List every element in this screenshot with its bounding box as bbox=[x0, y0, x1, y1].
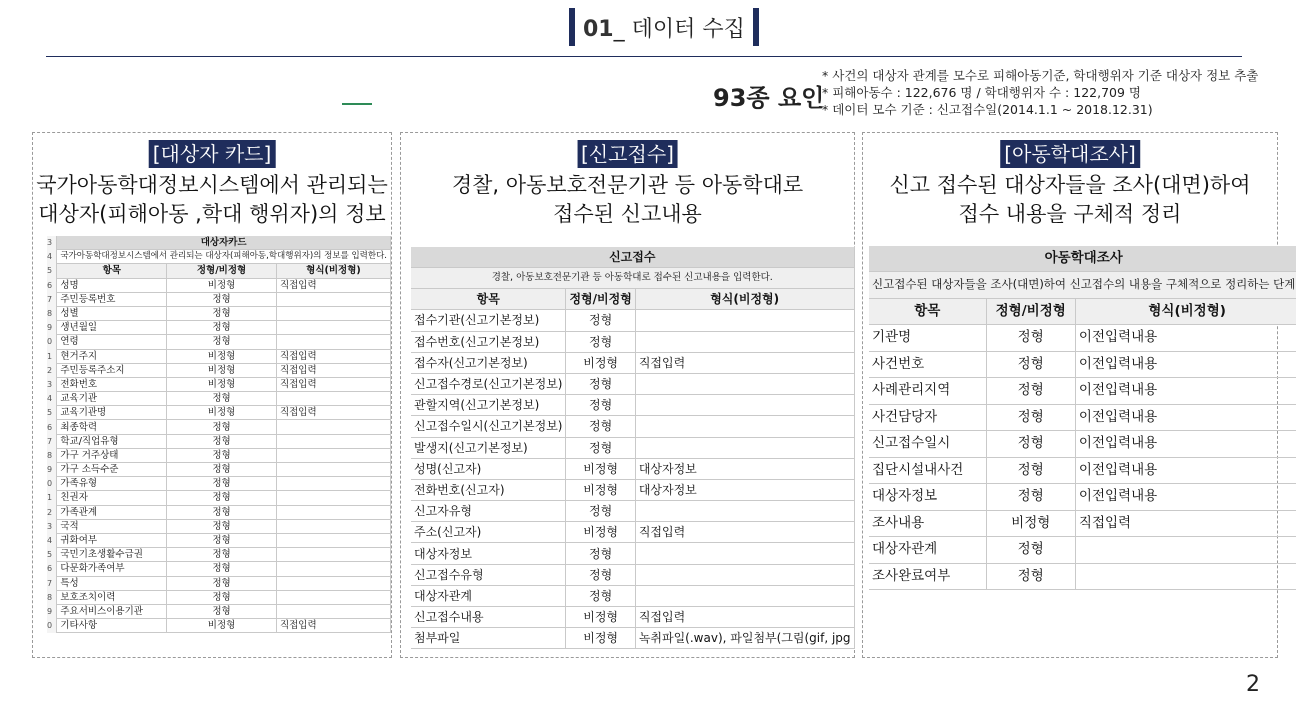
table-row bbox=[47, 519, 391, 533]
row-number: 0 bbox=[47, 335, 57, 349]
item-cell: 친권자 bbox=[57, 491, 167, 505]
item-cell: 보호조치이력 bbox=[57, 590, 167, 604]
format-cell bbox=[276, 562, 390, 576]
panel-report-intake bbox=[400, 132, 855, 658]
table-row bbox=[411, 458, 854, 479]
type-cell: 비정형 bbox=[167, 619, 277, 633]
format-cell bbox=[635, 310, 854, 331]
format-cell bbox=[635, 331, 854, 352]
format-cell: 직접입력 bbox=[635, 352, 854, 373]
type-cell: 비정형 bbox=[167, 278, 277, 292]
item-cell: 관할지역(신고기본정보) bbox=[411, 395, 566, 416]
row-number: 7 bbox=[47, 292, 57, 306]
row-number: 3 bbox=[47, 377, 57, 391]
item-cell: 귀화여부 bbox=[57, 533, 167, 547]
row-number: 2 bbox=[47, 505, 57, 519]
row-number: 4 bbox=[47, 533, 57, 547]
table-row bbox=[47, 406, 391, 420]
description-line: 신고 접수된 대상자들을 조사(대면)하여 bbox=[889, 173, 1251, 197]
item-cell: 가구 거주상태 bbox=[57, 448, 167, 462]
table-row bbox=[869, 404, 1296, 431]
row-number: 0 bbox=[47, 619, 57, 633]
type-cell: 정형 bbox=[566, 564, 635, 585]
row-number: 2 bbox=[47, 363, 57, 377]
factor-count: 93종 요인 bbox=[713, 84, 825, 112]
type-cell: 정형 bbox=[566, 331, 635, 352]
column-header: 항목 bbox=[57, 264, 167, 278]
table-row bbox=[411, 522, 854, 543]
table-subtitle: 경찰, 아동보호전문기관 등 아동학대로 접수된 신고내용을 입력한다. bbox=[411, 268, 854, 289]
table-row bbox=[869, 325, 1296, 352]
item-cell: 신고접수일시(신고기본정보) bbox=[411, 416, 566, 437]
panel-badge: [신고접수] bbox=[577, 140, 678, 168]
type-cell: 정형 bbox=[566, 416, 635, 437]
table-row bbox=[47, 335, 391, 349]
type-cell: 비정형 bbox=[167, 377, 277, 391]
row-number: 3 bbox=[47, 519, 57, 533]
table-row bbox=[411, 352, 854, 373]
row-number: 6 bbox=[47, 562, 57, 576]
item-cell: 대상자정보 bbox=[411, 543, 566, 564]
item-cell: 접수자(신고기본정보) bbox=[411, 352, 566, 373]
row-number: 9 bbox=[47, 463, 57, 477]
format-cell: 이전입력내용 bbox=[1075, 457, 1296, 484]
row-number: 5 bbox=[47, 406, 57, 420]
table-row bbox=[47, 548, 391, 562]
table-title: 아동학대조사 bbox=[869, 246, 1296, 272]
table-subtitle-row bbox=[411, 268, 854, 289]
slide-title bbox=[569, 8, 759, 46]
table-row bbox=[47, 477, 391, 491]
table-header-row bbox=[411, 289, 854, 310]
type-cell: 정형 bbox=[167, 477, 277, 491]
item-cell: 최종학력 bbox=[57, 420, 167, 434]
type-cell: 비정형 bbox=[566, 522, 635, 543]
type-cell: 정형 bbox=[986, 484, 1075, 511]
table-row bbox=[47, 292, 391, 306]
type-cell: 정형 bbox=[167, 533, 277, 547]
item-cell: 신고접수내용 bbox=[411, 607, 566, 628]
format-cell bbox=[276, 491, 390, 505]
table-row bbox=[47, 392, 391, 406]
format-cell bbox=[276, 292, 390, 306]
panel-subject-card bbox=[32, 132, 392, 658]
format-cell: 직접입력 bbox=[276, 349, 390, 363]
row-number: 8 bbox=[47, 448, 57, 462]
format-cell: 녹취파일(.wav), 파일첨부(그림(gif, jpg bbox=[635, 628, 854, 649]
item-cell: 대상자관계 bbox=[411, 585, 566, 606]
description-line: 접수된 신고내용 bbox=[553, 202, 702, 226]
table-row bbox=[869, 484, 1296, 511]
type-cell: 비정형 bbox=[566, 628, 635, 649]
type-cell: 정형 bbox=[167, 434, 277, 448]
table-row bbox=[47, 576, 391, 590]
type-cell: 정형 bbox=[566, 501, 635, 522]
panel-description bbox=[863, 171, 1277, 229]
row-number: 5 bbox=[47, 548, 57, 562]
format-cell bbox=[635, 437, 854, 458]
type-cell: 정형 bbox=[167, 576, 277, 590]
format-cell: 이전입력내용 bbox=[1075, 351, 1296, 378]
item-cell: 가족유형 bbox=[57, 477, 167, 491]
format-cell: 대상자정보 bbox=[635, 458, 854, 479]
table-row bbox=[869, 457, 1296, 484]
item-cell: 현거주지 bbox=[57, 349, 167, 363]
format-cell bbox=[635, 585, 854, 606]
row-number: 0 bbox=[47, 477, 57, 491]
table-row bbox=[47, 349, 391, 363]
item-cell: 신고접수경로(신고기본정보) bbox=[411, 373, 566, 394]
table-row bbox=[869, 378, 1296, 405]
item-cell: 접수번호(신고기본정보) bbox=[411, 331, 566, 352]
notes bbox=[822, 67, 1258, 118]
item-cell: 전화번호(신고자) bbox=[411, 479, 566, 500]
format-cell: 직접입력 bbox=[276, 377, 390, 391]
type-cell: 정형 bbox=[167, 505, 277, 519]
table-row bbox=[47, 491, 391, 505]
format-cell: 직접입력 bbox=[276, 363, 390, 377]
type-cell: 정형 bbox=[167, 292, 277, 306]
title-divider bbox=[46, 56, 1242, 57]
column-header: 정형/비정형 bbox=[167, 264, 277, 278]
format-cell bbox=[276, 533, 390, 547]
subject-card-table bbox=[47, 236, 391, 633]
section-title: 데이터 수집 bbox=[631, 16, 745, 42]
table-title-row bbox=[411, 247, 854, 268]
format-cell bbox=[635, 501, 854, 522]
item-cell: 조사완료여부 bbox=[869, 563, 986, 590]
investigation-table bbox=[869, 246, 1296, 590]
item-cell: 성명(신고자) bbox=[411, 458, 566, 479]
type-cell: 정형 bbox=[566, 437, 635, 458]
panel-description bbox=[401, 171, 854, 229]
type-cell: 정형 bbox=[566, 373, 635, 394]
item-cell: 가족관계 bbox=[57, 505, 167, 519]
table-row bbox=[411, 437, 854, 458]
table-row bbox=[411, 479, 854, 500]
title-separator: _ bbox=[613, 16, 625, 42]
row-number: 6 bbox=[47, 278, 57, 292]
format-cell bbox=[276, 505, 390, 519]
item-cell: 대상자관계 bbox=[869, 537, 986, 564]
type-cell: 정형 bbox=[167, 392, 277, 406]
format-cell bbox=[276, 448, 390, 462]
format-cell bbox=[276, 590, 390, 604]
note-line: * 데이터 모수 기준 : 신고접수일(2014.1.1 ~ 2018.12.31) bbox=[822, 102, 1153, 117]
row-number: 6 bbox=[47, 420, 57, 434]
table-row bbox=[47, 306, 391, 320]
panel-badge: [대상자 카드] bbox=[149, 140, 276, 168]
note-line: * 피해아동수 : 122,676 명 / 학대행위자 수 : 122,709 명 bbox=[822, 85, 1141, 100]
row-number: 1 bbox=[47, 491, 57, 505]
table-row bbox=[411, 564, 854, 585]
format-cell bbox=[635, 373, 854, 394]
table-row bbox=[869, 431, 1296, 458]
table-row bbox=[47, 590, 391, 604]
type-cell: 비정형 bbox=[167, 406, 277, 420]
item-cell: 기타사항 bbox=[57, 619, 167, 633]
type-cell: 정형 bbox=[167, 590, 277, 604]
type-cell: 비정형 bbox=[566, 458, 635, 479]
format-cell bbox=[635, 543, 854, 564]
type-cell: 정형 bbox=[986, 404, 1075, 431]
format-cell bbox=[276, 548, 390, 562]
cell-selection-mark bbox=[342, 103, 372, 105]
table-row bbox=[411, 416, 854, 437]
type-cell: 정형 bbox=[167, 604, 277, 618]
type-cell: 정형 bbox=[986, 563, 1075, 590]
type-cell: 비정형 bbox=[566, 352, 635, 373]
item-cell: 첨부파일 bbox=[411, 628, 566, 649]
description-line: 국가아동학대정보시스템에서 관리되는 bbox=[36, 173, 388, 197]
item-cell: 조사내용 bbox=[869, 510, 986, 537]
row-number: 8 bbox=[47, 306, 57, 320]
description-line: 대상자(피해아동 ,학대 행위자)의 정보 bbox=[38, 202, 386, 226]
item-cell: 학교/직업유형 bbox=[57, 434, 167, 448]
item-cell: 신고접수유형 bbox=[411, 564, 566, 585]
report-intake-table bbox=[411, 247, 855, 649]
row-number: 3 bbox=[47, 236, 57, 250]
row-number: 8 bbox=[47, 590, 57, 604]
column-header: 형식(비정형) bbox=[635, 289, 854, 310]
type-cell: 비정형 bbox=[986, 510, 1075, 537]
item-cell: 주소(신고자) bbox=[411, 522, 566, 543]
format-cell: 직접입력 bbox=[635, 607, 854, 628]
item-cell: 신고자유형 bbox=[411, 501, 566, 522]
format-cell: 직접입력 bbox=[276, 406, 390, 420]
type-cell: 비정형 bbox=[566, 479, 635, 500]
format-cell bbox=[1075, 563, 1296, 590]
format-cell bbox=[635, 564, 854, 585]
format-cell: 직접입력 bbox=[276, 278, 390, 292]
table-row bbox=[47, 420, 391, 434]
table-row bbox=[411, 607, 854, 628]
item-cell: 교육기관 bbox=[57, 392, 167, 406]
type-cell: 정형 bbox=[167, 491, 277, 505]
table-row bbox=[47, 463, 391, 477]
table-title-row bbox=[869, 246, 1296, 272]
format-cell: 이전입력내용 bbox=[1075, 325, 1296, 352]
table-header-row bbox=[869, 298, 1296, 325]
row-number: 9 bbox=[47, 604, 57, 618]
table-subtitle-row bbox=[47, 250, 391, 264]
format-cell bbox=[276, 576, 390, 590]
description-line: 경찰, 아동보호전문기관 등 아동학대로 bbox=[451, 173, 804, 197]
column-header: 정형/비정형 bbox=[986, 298, 1075, 325]
column-header: 형식(비정형) bbox=[1075, 298, 1296, 325]
column-header: 형식(비정형) bbox=[276, 264, 390, 278]
item-cell: 주요서비스이용기관 bbox=[57, 604, 167, 618]
item-cell: 다문화가족여부 bbox=[57, 562, 167, 576]
format-cell: 대상자정보 bbox=[635, 479, 854, 500]
format-cell: 직접입력 bbox=[1075, 510, 1296, 537]
table-row bbox=[47, 619, 391, 633]
table-row bbox=[411, 395, 854, 416]
item-cell: 기관명 bbox=[869, 325, 986, 352]
type-cell: 정형 bbox=[167, 306, 277, 320]
row-number: 5 bbox=[47, 264, 57, 278]
item-cell: 사례관리지역 bbox=[869, 378, 986, 405]
item-cell: 성별 bbox=[57, 306, 167, 320]
type-cell: 비정형 bbox=[566, 607, 635, 628]
table-row bbox=[411, 373, 854, 394]
table-row bbox=[869, 537, 1296, 564]
item-cell: 사건담당자 bbox=[869, 404, 986, 431]
row-number: 7 bbox=[47, 576, 57, 590]
type-cell: 정형 bbox=[986, 431, 1075, 458]
row-number: 7 bbox=[47, 434, 57, 448]
table-header-row bbox=[47, 264, 391, 278]
panel-description bbox=[33, 171, 391, 229]
item-cell: 주민등록주소지 bbox=[57, 363, 167, 377]
panel-abuse-investigation bbox=[862, 132, 1296, 658]
format-cell bbox=[1075, 537, 1296, 564]
table-row bbox=[869, 563, 1296, 590]
item-cell: 특성 bbox=[57, 576, 167, 590]
type-cell: 정형 bbox=[167, 448, 277, 462]
table-row bbox=[47, 562, 391, 576]
table-title-row bbox=[47, 236, 391, 250]
item-cell: 집단시설내사건 bbox=[869, 457, 986, 484]
table-row bbox=[47, 321, 391, 335]
column-header: 정형/비정형 bbox=[566, 289, 635, 310]
section-number: 01 bbox=[583, 16, 614, 42]
item-cell: 주민등록번호 bbox=[57, 292, 167, 306]
panel-badge: [아동학대조사] bbox=[1000, 140, 1140, 168]
item-cell: 국적 bbox=[57, 519, 167, 533]
format-cell: 직접입력 bbox=[635, 522, 854, 543]
item-cell: 가구 소득수준 bbox=[57, 463, 167, 477]
table-subtitle: 신고접수된 대상자들을 조사(대면)하여 신고접수의 내용을 구체적으로 정리하는 단계 bbox=[869, 272, 1296, 299]
type-cell: 정형 bbox=[986, 378, 1075, 405]
description-line: 접수 내용을 구체적 정리 bbox=[958, 202, 1182, 226]
column-header: 항목 bbox=[869, 298, 986, 325]
type-cell: 정형 bbox=[566, 310, 635, 331]
type-cell: 정형 bbox=[986, 351, 1075, 378]
format-cell: 이전입력내용 bbox=[1075, 484, 1296, 511]
table-row bbox=[411, 310, 854, 331]
format-cell: 이전입력내용 bbox=[1075, 404, 1296, 431]
format-cell bbox=[276, 306, 390, 320]
row-number: 9 bbox=[47, 321, 57, 335]
format-cell bbox=[276, 335, 390, 349]
table-row bbox=[869, 510, 1296, 537]
type-cell: 정형 bbox=[167, 548, 277, 562]
type-cell: 정형 bbox=[986, 325, 1075, 352]
format-cell: 직접입력 bbox=[276, 619, 390, 633]
type-cell: 정형 bbox=[167, 519, 277, 533]
table-row bbox=[411, 331, 854, 352]
table-row bbox=[47, 533, 391, 547]
item-cell: 대상자정보 bbox=[869, 484, 986, 511]
format-cell bbox=[276, 604, 390, 618]
item-cell: 연령 bbox=[57, 335, 167, 349]
type-cell: 정형 bbox=[566, 543, 635, 564]
table-row bbox=[47, 604, 391, 618]
column-header: 항목 bbox=[411, 289, 566, 310]
item-cell: 접수기관(신고기본정보) bbox=[411, 310, 566, 331]
item-cell: 생년월일 bbox=[57, 321, 167, 335]
row-number: 4 bbox=[47, 250, 57, 264]
item-cell: 국민기초생활수급권 bbox=[57, 548, 167, 562]
table-row bbox=[411, 628, 854, 649]
type-cell: 정형 bbox=[167, 463, 277, 477]
type-cell: 정형 bbox=[167, 420, 277, 434]
type-cell: 비정형 bbox=[167, 363, 277, 377]
table-title: 신고접수 bbox=[411, 247, 854, 268]
type-cell: 정형 bbox=[167, 321, 277, 335]
page-number: 2 bbox=[1246, 672, 1260, 697]
type-cell: 정형 bbox=[566, 395, 635, 416]
row-number: 1 bbox=[47, 349, 57, 363]
table-row bbox=[411, 585, 854, 606]
type-cell: 비정형 bbox=[167, 349, 277, 363]
table-title: 대상자카드 bbox=[57, 236, 391, 250]
format-cell bbox=[276, 434, 390, 448]
table-row bbox=[411, 543, 854, 564]
item-cell: 교육기관명 bbox=[57, 406, 167, 420]
table-row bbox=[869, 351, 1296, 378]
format-cell: 이전입력내용 bbox=[1075, 431, 1296, 458]
row-number: 4 bbox=[47, 392, 57, 406]
title-right-bar bbox=[753, 8, 759, 46]
format-cell: 이전입력내용 bbox=[1075, 378, 1296, 405]
item-cell: 전화번호 bbox=[57, 377, 167, 391]
format-cell bbox=[276, 463, 390, 477]
note-line: * 사건의 대상자 관계를 모수로 피해아동기준, 학대행위자 기준 대상자 정보 추출 bbox=[822, 68, 1259, 83]
type-cell: 정형 bbox=[167, 335, 277, 349]
format-cell bbox=[635, 395, 854, 416]
format-cell bbox=[276, 519, 390, 533]
item-cell: 성명 bbox=[57, 278, 167, 292]
table-row bbox=[47, 448, 391, 462]
format-cell bbox=[276, 321, 390, 335]
table-row bbox=[47, 363, 391, 377]
type-cell: 정형 bbox=[167, 562, 277, 576]
format-cell bbox=[276, 420, 390, 434]
table-row bbox=[47, 505, 391, 519]
table-subtitle-row bbox=[869, 272, 1296, 299]
format-cell bbox=[276, 392, 390, 406]
type-cell: 정형 bbox=[986, 537, 1075, 564]
table-row bbox=[47, 278, 391, 292]
table-row bbox=[47, 434, 391, 448]
item-cell: 사건번호 bbox=[869, 351, 986, 378]
format-cell bbox=[276, 477, 390, 491]
format-cell bbox=[635, 416, 854, 437]
type-cell: 정형 bbox=[566, 585, 635, 606]
table-subtitle: 국가아동학대정보시스템에서 관리되는 대상자(피해아동,학대행위자)의 정보를 입력한다. bbox=[57, 250, 391, 264]
table-row bbox=[47, 377, 391, 391]
type-cell: 정형 bbox=[986, 457, 1075, 484]
item-cell: 발생지(신고기본정보) bbox=[411, 437, 566, 458]
table-row bbox=[411, 501, 854, 522]
item-cell: 신고접수일시 bbox=[869, 431, 986, 458]
